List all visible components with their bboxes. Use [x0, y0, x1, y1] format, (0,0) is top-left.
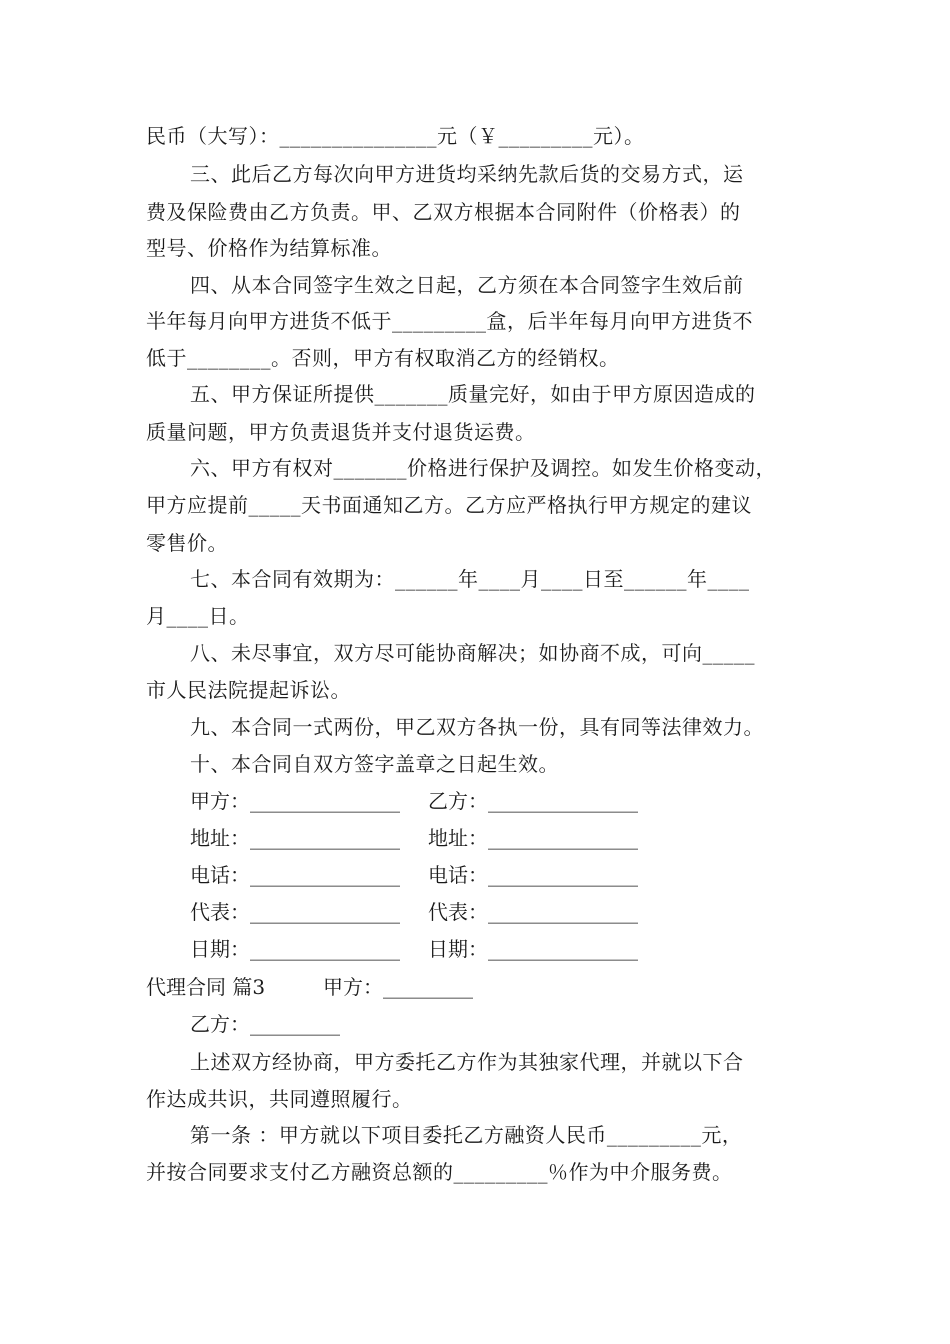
party-b-representative: 代表：_______________ [428, 900, 638, 924]
section-party-a: 甲方：_________ [323, 975, 473, 999]
paragraph-line: 半年每月向甲方进货不低于_________盒，后半年每月向甲方进货不 [146, 309, 753, 333]
paragraph-line: 甲方应提前_____天书面通知乙方。乙方应严格执行甲方规定的建议 [146, 493, 752, 517]
clause-7-line: 七、本合同有效期为：______年____月____日至______年____ [190, 567, 750, 591]
section-paragraph: 并按合同要求支付乙方融资总额的_________％作为中介服务费。 [146, 1160, 733, 1184]
party-a-representative: 代表：_______________ [190, 900, 400, 924]
clause-3-line: 三、此后乙方每次向甲方进货均采纳先款后货的交易方式，运 [190, 162, 744, 186]
paragraph-line: 低于________。否则，甲方有权取消乙方的经销权。 [146, 346, 620, 370]
paragraph-line: 型号、价格作为结算标准。 [146, 236, 392, 260]
party-a-address: 地址：_______________ [190, 826, 400, 850]
party-b-date: 日期：_______________ [428, 937, 638, 961]
clause-9-line: 九、本合同一式两份，甲乙双方各执一份，具有同等法律效力。 [190, 715, 764, 739]
party-a-date: 日期：_______________ [190, 937, 400, 961]
paragraph-line: 零售价。 [146, 531, 228, 555]
clause-4-line: 四、从本合同签字生效之日起，乙方须在本合同签字生效后前 [190, 273, 744, 297]
paragraph-line: 市人民法院提起诉讼。 [146, 678, 351, 702]
clause-10-line: 十、本合同自双方签字盖章之日起生效。 [190, 752, 559, 776]
party-a-signature: 甲方：_______________ [190, 789, 400, 813]
party-b-address: 地址：_______________ [428, 826, 638, 850]
section-heading: 代理合同 篇3 [146, 975, 266, 999]
paragraph-line: 质量问题，甲方负责退货并支付退货运费。 [146, 420, 536, 444]
clause-6-line: 六、甲方有权对_______价格进行保护及调控。如发生价格变动， [190, 456, 776, 480]
paragraph-line: 月____日。 [146, 604, 250, 628]
paragraph-line: 民币（大写）：_______________元（￥_________元）。 [146, 124, 645, 148]
party-b-phone: 电话：_______________ [428, 863, 638, 887]
party-b-signature: 乙方：_______________ [428, 789, 638, 813]
clause-5-line: 五、甲方保证所提供_______质量完好，如由于甲方原因造成的 [190, 382, 756, 406]
party-a-phone: 电话：_______________ [190, 863, 400, 887]
section-paragraph: 上述双方经协商，甲方委托乙方作为其独家代理，并就以下合 [190, 1050, 744, 1074]
article-1-line: 第一条 ：甲方就以下项目委托乙方融资人民币_________元， [190, 1123, 743, 1147]
clause-8-line: 八、未尽事宜，双方尽可能协商解决；如协商不成，可向_____ [190, 641, 755, 665]
section-party-b: 乙方：_________ [190, 1012, 340, 1036]
paragraph-line: 费及保险费由乙方负责。甲、乙双方根据本合同附件（价格表）的 [146, 200, 741, 224]
section-paragraph: 作达成共识，共同遵照履行。 [146, 1087, 413, 1111]
